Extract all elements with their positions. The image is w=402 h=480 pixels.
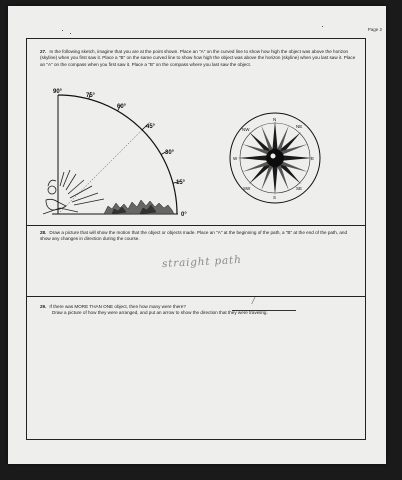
altitude-label: 60° (117, 104, 127, 110)
compass-label: SW (243, 186, 251, 191)
question-29-number: 29. (40, 304, 47, 309)
compass-label: W (233, 156, 238, 161)
question-27-text: In the following sketch, imagine that you are at the point shown. Place an "A" on the curved line to show how high the object was above the horizon (skyline) when you first saw it. Place a "B" on the same curved line to show how high the object was above the horizon (skyline) when you last saw it. Place an "A" on the compass when you first saw it. Place a "B" on the compass where you last saw the object. (40, 49, 356, 67)
altitude-label: 90° (53, 89, 63, 95)
question-29-line1: If there was MORE THAN ONE object, then how many were there? (49, 304, 186, 309)
compass-label: S (273, 195, 277, 200)
compass-center (266, 149, 284, 167)
question-28-answer[interactable]: straight path (161, 253, 242, 271)
count-answer[interactable]: / (252, 296, 255, 305)
compass-label: N (273, 117, 277, 122)
question-28-number: 28. (40, 230, 47, 235)
page-label: Page 2 (367, 27, 382, 32)
count-answer-blank[interactable] (232, 303, 296, 311)
altitude-label: 45° (146, 124, 156, 130)
altitude-label: 75° (86, 93, 96, 99)
question-28 (40, 230, 358, 243)
compass-label: E (311, 156, 315, 161)
altitude-label: 15° (176, 180, 186, 186)
question-29-line2: Draw a picture of how they were arranged, and put an arrow to show the direction that they were traveling. (52, 310, 268, 316)
altitude-label: 30° (165, 150, 175, 156)
question-27-number: 27. (40, 49, 47, 54)
question-28-text: Draw a picture that will show the motion that the object or objects made. Place an "A" at the beginning of the path, a "B" at the end of the path, and show any changes in direction during the course. (40, 230, 348, 242)
question-29 (40, 304, 358, 317)
compass-center-highlight (271, 154, 276, 159)
compass-label: NE (296, 124, 303, 129)
compass-label: SE (296, 186, 303, 191)
altitude-label: 0° (181, 212, 187, 218)
compass-label: NW (242, 127, 250, 132)
